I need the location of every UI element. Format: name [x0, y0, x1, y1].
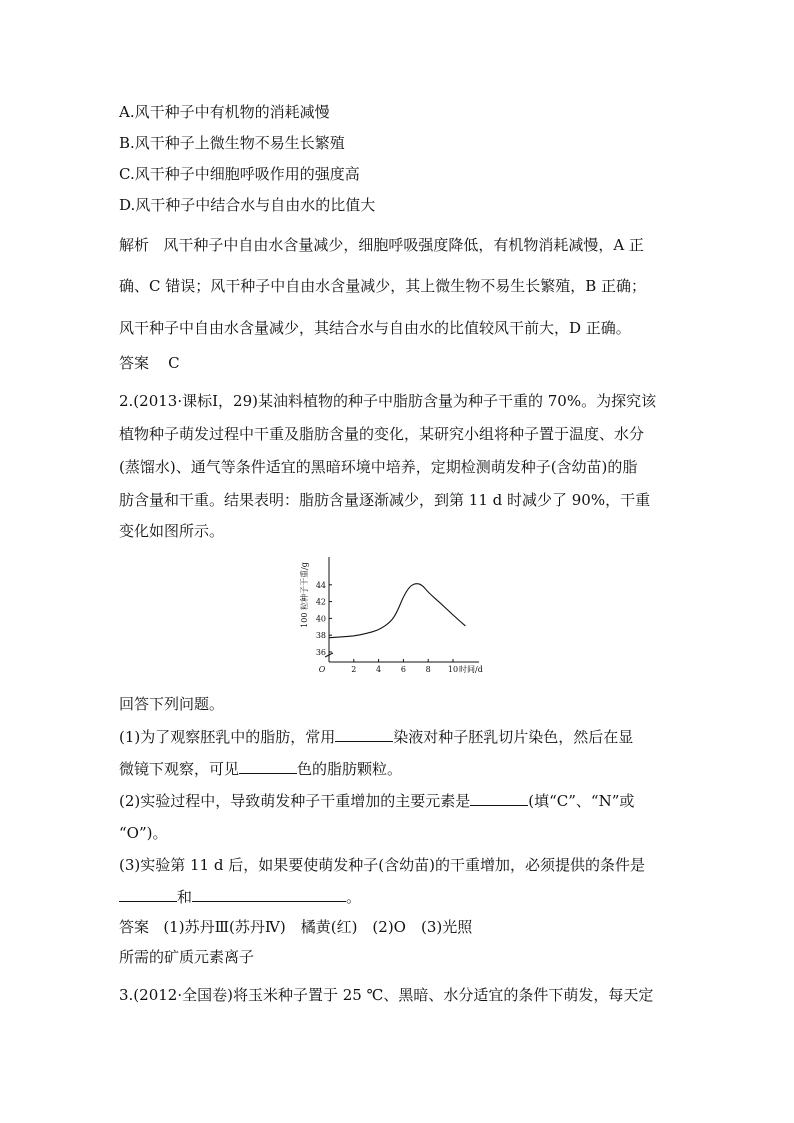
blank-5[interactable]	[192, 887, 346, 902]
answer-line-q2-cont: 所需的矿质元素离子	[119, 948, 255, 966]
y-tick-label: 40	[315, 614, 326, 624]
origin-label: O	[318, 665, 326, 674]
q2-stem-1: 2.(2013·课标Ⅰ，29)某油料植物的种子中脂肪含量为种子干重的 70%。为探究该	[119, 392, 657, 410]
x-tick-label: 6	[400, 665, 406, 674]
x-tick-label: 2	[351, 665, 357, 674]
answer-line-q1	[119, 353, 180, 373]
answer-label-q2: 答案	[119, 918, 150, 936]
dry-weight-series-line	[329, 584, 465, 638]
q2-prompt: 回答下列问题。	[119, 695, 225, 713]
sub1-text-b: 染液对种子胚乳切片染色，然后在显	[393, 728, 634, 746]
sub1-text-a: (1)为了观察胚乳中的脂肪，常用	[119, 728, 336, 746]
q2-sub3-line2	[119, 887, 361, 907]
q3-stem-1: 3.(2012·全国卷)将玉米种子置于 25 ℃、黑暗、水分适宜的条件下萌发，每天定	[119, 986, 654, 1004]
y-tick-label: 44	[315, 580, 326, 590]
y-axis-label: 100 粒种子干重/g	[300, 562, 309, 628]
x-axis-label: 时间/d	[459, 665, 483, 674]
y-tick-label: 42	[315, 597, 326, 607]
q2-sub2-line2: “O”)。	[119, 824, 168, 842]
x-tick-label: 8	[425, 665, 431, 674]
q2-stem-3: (蒸馏水)、通气等条件适宜的黑暗环境中培养，定期检测萌发种子(含幼苗)的脂	[119, 458, 638, 476]
analysis-line-1	[119, 235, 644, 255]
y-tick-label: 36	[315, 648, 326, 657]
option-d: D.风干种子中结合水与自由水的比值大	[119, 196, 376, 214]
x-tick-label: 10	[447, 665, 459, 674]
option-a: A.风干种子中有机物的消耗减慢	[119, 103, 330, 121]
analysis-text-1: 风干种子中自由水含量减少，细胞呼吸强度降低，有机物消耗减慢，A 正	[163, 236, 644, 254]
sub2-text-a: (2)实验过程中，导致萌发种子干重增加的主要元素是	[119, 792, 471, 810]
q2-stem-5: 变化如图所示。	[119, 522, 225, 540]
q2-stem-2: 植物种子萌发过程中干重及脂肪含量的变化，某研究小组将种子置于温度、水分	[119, 425, 645, 443]
q2-stem-4: 肪含量和干重。结果表明：脂肪含量逐渐减少，到第 11 d 时减少了 90%，干重	[119, 491, 651, 509]
analysis-line-2: 确、C 错误；风干种子中自由水含量减少，其上微生物不易生长繁殖，B 正确；	[119, 277, 647, 295]
y-tick-label: 38	[315, 631, 326, 641]
answer-value-q2: (1)苏丹Ⅲ(苏丹Ⅳ) 橘黄(红) (2)O (3)光照	[163, 918, 473, 936]
blank-3[interactable]	[470, 791, 528, 806]
blank-2[interactable]	[239, 759, 297, 774]
analysis-label: 解析	[119, 236, 150, 254]
sub1-text-c: 微镜下观察，可见	[119, 760, 240, 778]
q2-sub1-line2	[119, 759, 402, 779]
answer-label: 答案	[119, 354, 150, 372]
option-c: C.风干种子中细胞呼吸作用的强度高	[119, 165, 360, 183]
answer-value: C	[168, 354, 180, 372]
x-tick-label: 4	[376, 665, 382, 674]
sub3-text-b: 和	[177, 888, 193, 906]
dry-weight-chart	[294, 547, 504, 682]
q2-sub3-line1: (3)实验第 11 d 后，如果要使萌发种子(含幼苗)的干重增加，必须提供的条件是	[119, 856, 645, 874]
answer-line-q2	[119, 917, 472, 937]
q2-sub2-line1	[119, 791, 634, 811]
blank-4[interactable]	[119, 887, 177, 902]
q2-sub1-line1	[119, 727, 633, 747]
sub1-text-d: 色的脂肪颗粒。	[297, 760, 403, 778]
analysis-line-3: 风干种子中自由水含量减少，其结合水与自由水的比值较风干前大，D 正确。	[119, 319, 631, 337]
sub3-text-c: 。	[346, 888, 362, 906]
blank-1[interactable]	[335, 727, 393, 742]
option-b: B.风干种子上微生物不易生长繁殖	[119, 134, 345, 152]
sub2-text-b: (填“C”、“N”或	[528, 792, 635, 810]
